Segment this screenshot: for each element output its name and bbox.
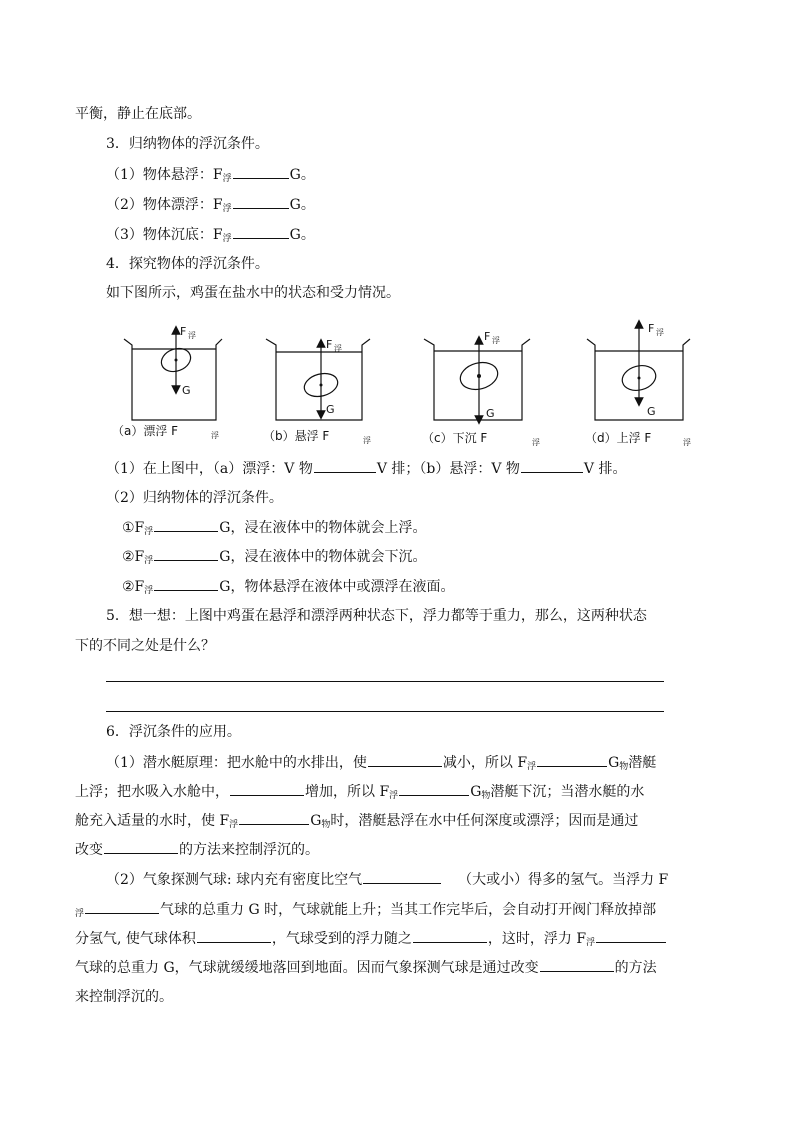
condition-suspend (106, 164, 315, 189)
beaker-d (587, 324, 690, 420)
label: 分氢气, 使气球体积 (75, 931, 196, 947)
blank[interactable] (239, 810, 309, 825)
force-label-gravity: G (647, 405, 656, 418)
sub-fu: 浮 (586, 938, 596, 948)
blank[interactable] (368, 752, 442, 767)
label: G，浸在液体中的物体就会下沉。 (219, 549, 427, 565)
caption-b: （b）悬浮 F (263, 429, 330, 443)
label: （1）潜水艇原理：把水舱中的水排出，使 (106, 755, 367, 771)
figure-intro: 如下图所示，鸡蛋在盐水中的状态和受力情况。 (106, 285, 400, 301)
beaker-b (266, 339, 370, 420)
label: ②F (122, 579, 145, 595)
caption-b-sub: 浮 (363, 436, 371, 445)
label: 增加，所以 F (305, 784, 390, 800)
condition-balance (122, 576, 454, 601)
caption-c: （c）下沉 F (422, 431, 488, 445)
sub-wu: 物 (481, 791, 491, 801)
label: G，物体悬浮在液体中或漂浮在液面。 (219, 579, 455, 595)
caption-d-sub: 浮 (683, 438, 691, 447)
sub-fu: 浮 (222, 174, 232, 184)
label: （2）物体漂浮：F (106, 197, 223, 213)
answer-line[interactable] (106, 681, 664, 682)
blank[interactable] (540, 957, 614, 972)
label: G，浸在液体中的物体就会上浮。 (219, 520, 427, 536)
sub-fu: 浮 (229, 820, 239, 830)
label: V 排。 (583, 461, 627, 477)
beaker-c (424, 339, 530, 420)
label: （1）物体悬浮：F (106, 167, 223, 183)
force-label-sub: 浮 (492, 336, 500, 345)
label: 时，潜艇悬浮在水中任何深度或漂浮；因而是通过 (330, 813, 639, 829)
label: ②F (122, 549, 145, 565)
submarine-line-1 (106, 752, 656, 777)
force-label-gravity: G (486, 407, 495, 420)
blank[interactable] (197, 928, 271, 943)
sub-wu: 物 (619, 762, 629, 772)
blank[interactable] (104, 839, 178, 854)
force-label-buoyancy: F (326, 338, 333, 351)
label: 潜艇 (628, 755, 657, 771)
sub-fu: 浮 (222, 204, 232, 214)
blank[interactable] (233, 224, 289, 239)
label: G (310, 813, 322, 829)
sub-fu: 浮 (144, 556, 154, 566)
blank[interactable] (399, 781, 469, 796)
egg-beaker-figure (0, 318, 794, 458)
label: 的方法来控制浮沉的。 (179, 842, 319, 858)
label: 气球的总重力 G，气球就缓缓地落回到地面。因而气象探测气球是通过改变 (75, 960, 539, 976)
balloon-line-5: 来控制浮沉的。 (75, 989, 173, 1005)
blank[interactable] (314, 458, 376, 473)
label: ，气球受到的浮力随之 (271, 931, 412, 947)
sub-fu: 浮 (222, 234, 232, 244)
label: （2）气象探测气球: 球内充有密度比空气 (106, 872, 363, 888)
balloon-line-3 (75, 928, 667, 953)
blank[interactable] (230, 781, 304, 796)
caption-d: （d）上浮 F (585, 431, 652, 445)
label: G (470, 784, 482, 800)
blank[interactable] (154, 576, 218, 591)
force-label-sub: 浮 (334, 344, 342, 353)
blank[interactable] (537, 752, 607, 767)
caption-a: （a）漂浮 F (112, 424, 179, 438)
answer-line[interactable] (106, 711, 664, 712)
balloon-line-4 (75, 957, 657, 978)
blank[interactable] (154, 517, 218, 532)
balloon-line-1 (106, 869, 668, 890)
sub-fu: 浮 (144, 586, 154, 596)
section-3-heading: 3．归纳物体的浮沉条件。 (106, 136, 269, 152)
label: ，这时，浮力 F (487, 931, 587, 947)
section-6-heading: 6．浮沉条件的应用。 (106, 724, 241, 740)
blank[interactable] (521, 458, 583, 473)
question-1 (106, 458, 626, 479)
label: 气球的总重力 G 时，气球就能上升；当其工作完毕后，会自动打开阀门释放掉部 (160, 902, 657, 918)
blank[interactable] (363, 869, 441, 884)
label: V 排；（b）悬浮：V 物 (376, 461, 520, 477)
label: 减小，所以 F (442, 755, 528, 771)
condition-rise (122, 517, 426, 542)
label: （3）物体沉底：F (106, 227, 223, 243)
caption-c-sub: 浮 (532, 438, 540, 447)
force-label-buoyancy: F (484, 330, 491, 343)
force-label-sub: 浮 (656, 328, 664, 337)
force-label-buoyancy: F (180, 325, 187, 338)
submarine-line-3 (75, 810, 638, 835)
blank[interactable] (413, 928, 487, 943)
force-label-gravity: G (182, 384, 191, 397)
section-4-heading: 4．探究物体的浮沉条件。 (106, 256, 269, 272)
blank[interactable] (233, 194, 289, 209)
label: 舱充入适量的水时，使 F (75, 813, 230, 829)
label: 改变 (75, 842, 103, 858)
condition-descend (122, 546, 426, 571)
sub-fu: 浮 (527, 762, 537, 772)
think-question-cont: 下的不同之处是什么？ (75, 638, 215, 654)
label: G。 (289, 227, 315, 243)
label: 上浮；把水吸入水舱中， (75, 784, 229, 800)
sub-fu: 浮 (389, 791, 399, 801)
force-label-gravity: G (326, 403, 335, 416)
submarine-line-2 (75, 781, 644, 806)
sub-wu: 物 (321, 820, 331, 830)
beaker-a (124, 330, 222, 420)
label: 潜艇下沉；当潜水艇的水 (490, 784, 645, 800)
condition-sink (106, 224, 315, 249)
label: （1）在上图中，（a）漂浮：V 物 (106, 461, 313, 477)
label: G。 (289, 167, 315, 183)
force-label-sub: 浮 (188, 331, 196, 340)
label: ①F (122, 520, 145, 536)
text-line: 平衡，静止在底部。 (75, 106, 201, 122)
blank[interactable] (154, 546, 218, 561)
label: 的方法 (614, 960, 657, 976)
label: （大或小）得多的氢气。当浮力 F (458, 872, 669, 888)
label: G (608, 755, 620, 771)
force-label-buoyancy: F (648, 322, 655, 335)
balloon-line-2 (75, 899, 656, 924)
sub-fu: 浮 (75, 909, 85, 919)
blank[interactable] (85, 899, 159, 914)
label: G。 (289, 197, 315, 213)
blank[interactable] (233, 164, 289, 179)
blank[interactable] (596, 928, 666, 943)
submarine-line-4 (75, 839, 319, 860)
think-question: 5．想一想：上图中鸡蛋在悬浮和漂浮两种状态下，浮力都等于重力，那么，这两种状态 (106, 608, 647, 624)
question-2: （2）归纳物体的浮沉条件。 (106, 490, 283, 506)
caption-a-sub: 浮 (211, 431, 219, 440)
condition-float (106, 194, 315, 219)
sub-fu: 浮 (144, 527, 154, 537)
